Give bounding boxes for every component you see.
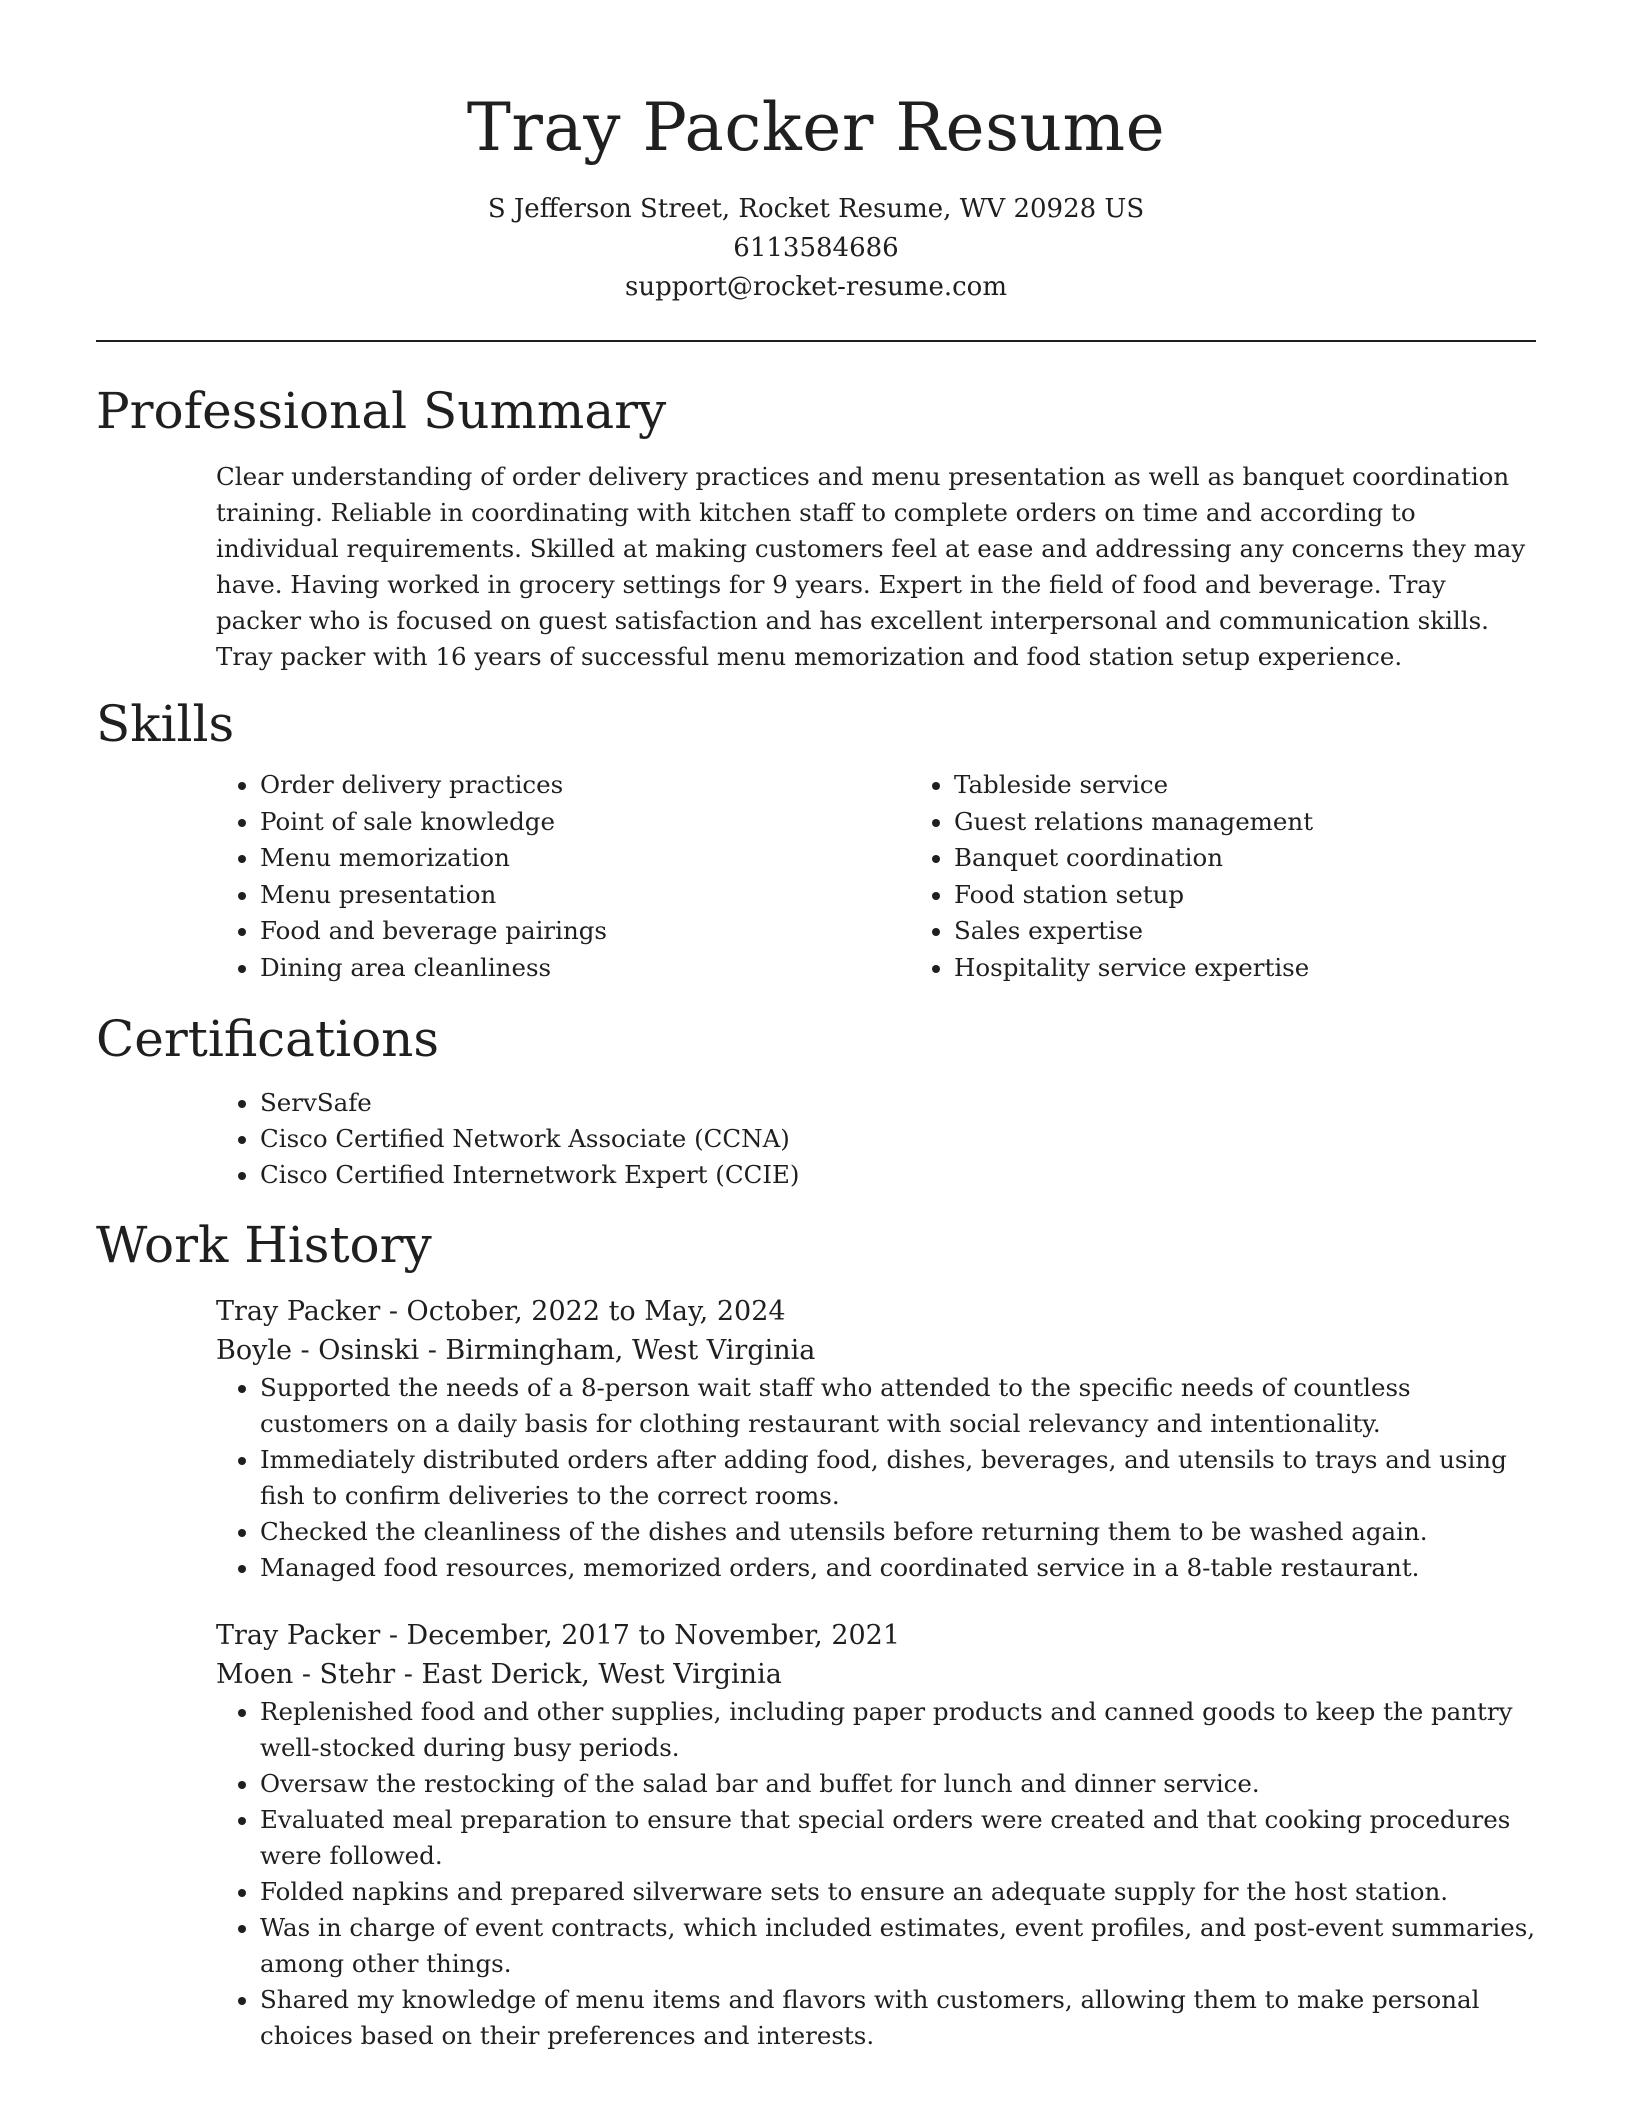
certification-item: • Cisco Certified Network Associate (CCNA) — [260, 1121, 1536, 1157]
job-duty-item: • Managed food resources, memorized orders, and coordinated service in a 8-table restaurant. — [260, 1550, 1536, 1586]
skill-item: • Menu memorization — [260, 840, 910, 877]
job-duty-item: • Checked the cleanliness of the dishes and utensils before returning them to be washed again. — [260, 1514, 1536, 1550]
resume-page — [96, 0, 1536, 2054]
job-duties-list — [216, 1370, 1536, 1586]
contact-block — [96, 190, 1536, 307]
job-duty-item: • Supported the needs of a 8-person wait staff who attended to the specific needs of countless customers on a daily basis for clothing restaurant with social relevancy and intentionality. — [260, 1370, 1536, 1442]
skills-list-right — [910, 767, 1604, 987]
job-entry — [216, 1616, 1536, 2054]
skill-item: • Point of sale knowledge — [260, 804, 910, 841]
header-divider — [96, 340, 1536, 342]
skill-item: • Dining area cleanliness — [260, 950, 910, 987]
job-employer-location: Boyle - Osinski - Birmingham, West Virginia — [216, 1334, 816, 1366]
skills-list-left — [216, 767, 910, 987]
job-employer-location: Moen - Stehr - East Derick, West Virginia — [216, 1658, 782, 1690]
skills-grid — [216, 767, 1536, 987]
certification-item: • ServSafe — [260, 1085, 1536, 1121]
skill-item: • Order delivery practices — [260, 767, 910, 804]
job-entry — [216, 1292, 1536, 1586]
job-duty-item: • Shared my knowledge of menu items and flavors with customers, allowing them to make personal choices based on their preferences and interests. — [260, 1982, 1536, 2054]
contact-address: S Jefferson Street, Rocket Resume, WV 20928 US — [487, 194, 1145, 224]
skill-item: • Banquet coordination — [954, 840, 1604, 877]
job-duty-item: • Folded napkins and prepared silverware sets to ensure an adequate supply for the host station. — [260, 1874, 1536, 1910]
job-duty-item: • Evaluated meal preparation to ensure that special orders were created and that cooking procedures were followed. — [260, 1802, 1536, 1874]
job-title-dates: Tray Packer - October, 2022 to May, 2024 — [216, 1295, 786, 1327]
certification-item: • Cisco Certified Internetwork Expert (CCIE) — [260, 1157, 1536, 1193]
skill-item: • Menu presentation — [260, 877, 910, 914]
summary-section — [216, 459, 1536, 675]
resume-title: Tray Packer Resume — [466, 89, 1166, 166]
skill-item: • Food and beverage pairings — [260, 913, 910, 950]
skill-item: • Hospitality service expertise — [954, 950, 1604, 987]
job-duty-item: • Was in charge of event contracts, which included estimates, event profiles, and post-event summaries, among other things. — [260, 1910, 1536, 1982]
skill-item: • Food station setup — [954, 877, 1604, 914]
summary-heading: Professional Summary — [96, 382, 667, 440]
work-history-heading: Work History — [96, 1215, 432, 1274]
job-duties-list — [216, 1694, 1536, 2054]
certifications-list — [216, 1085, 1536, 1193]
certifications-section — [216, 1085, 1536, 1193]
certifications-heading: Certifications — [96, 1009, 440, 1068]
contact-email: support@rocket-resume.com — [624, 272, 1007, 302]
summary-text: Clear understanding of order delivery practices and menu presentation as well as banquet coordination training. Reliable in coordinating with kitchen staff to complete orders on time and according to individual requirements. Skilled at making customers feel at ease and addressing any concerns they may have. Having worked in grocery settings for 9 years. Expert in the field of food and beverage. Tray packer who is focused on guest satisfaction and has excellent interpersonal and communication skills. Tray packer with 16 years of successful menu memorization and food station setup experience. — [216, 462, 1526, 671]
skill-item: • Guest relations management — [954, 804, 1604, 841]
skills-heading: Skills — [96, 695, 235, 753]
job-title-dates: Tray Packer - December, 2017 to November, 2021 — [216, 1619, 901, 1651]
job-duty-item: • Immediately distributed orders after adding food, dishes, beverages, and utensils to trays and using fish to confirm deliveries to the correct rooms. — [260, 1442, 1536, 1514]
job-duty-item: • Replenished food and other supplies, including paper products and canned goods to keep the pantry well-stocked during busy periods. — [260, 1694, 1536, 1766]
contact-phone: 6113584686 — [733, 233, 899, 263]
skill-item: • Tableside service — [954, 767, 1604, 804]
skill-item: • Sales expertise — [954, 913, 1604, 950]
job-duty-item: • Oversaw the restocking of the salad bar and buffet for lunch and dinner service. — [260, 1766, 1536, 1802]
